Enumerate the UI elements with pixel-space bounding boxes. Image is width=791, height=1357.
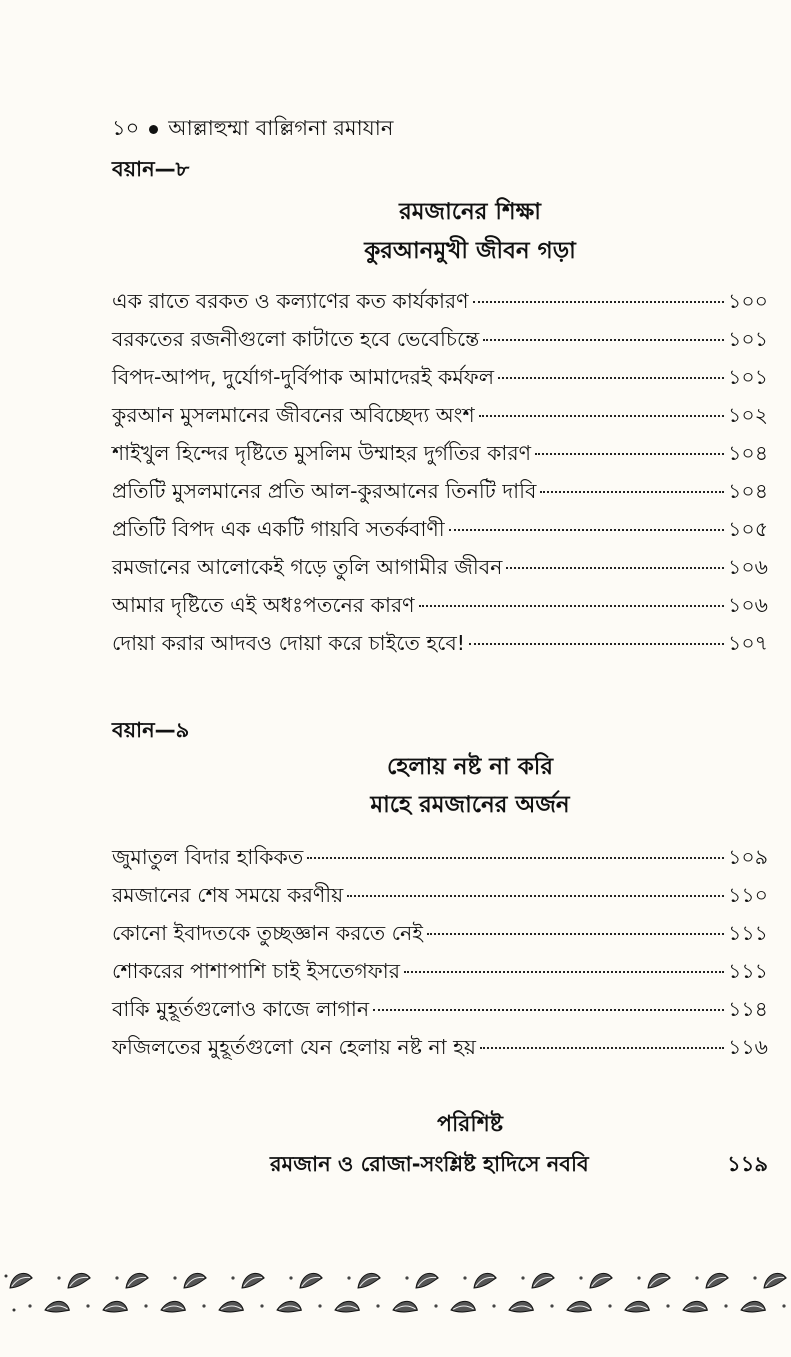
dot-icon <box>202 1304 205 1307</box>
toc-entry-page: ১০২ <box>728 403 768 427</box>
leaf-icon <box>529 1271 555 1288</box>
leaf-icon <box>297 1271 323 1288</box>
dot-icon <box>521 1276 524 1279</box>
toc-entry[interactable] <box>112 362 768 400</box>
dot-icon <box>463 1276 466 1279</box>
leaf-icon <box>509 1299 535 1315</box>
section-9-title: হেলায় নষ্ট না করি <box>386 754 554 780</box>
toc-entry[interactable] <box>112 994 768 1032</box>
leaf-icon <box>239 1271 265 1288</box>
appendix-entry-title: রমজান ও রোজা-সংশ্লিষ্ট হাদিসে নববি <box>270 1152 589 1176</box>
appendix-entry-page: ১১৯ <box>727 1152 768 1176</box>
leader-dots <box>469 642 724 645</box>
leaf-icon <box>45 1299 71 1315</box>
toc-entry-title: প্রতিটি মুসলমানের প্রতি আল-কুরআনের তিনটি দাবি <box>112 479 537 503</box>
leader-dots <box>473 300 724 303</box>
leaf-icon <box>335 1299 361 1315</box>
toc-entry-page: ১১৬ <box>728 1035 768 1059</box>
leaf-icon <box>181 1271 207 1288</box>
leader-dots <box>535 452 724 455</box>
leaf-icon <box>393 1299 419 1315</box>
toc-entry-page: ১০৭ <box>728 631 768 655</box>
header-book-title: আল্লাহুম্মা বাল্লিগনা রমাযান <box>168 116 394 140</box>
section-8-subtitle: কুরআনমুখী জীবন গড়া <box>364 238 576 264</box>
leader-dots <box>427 932 724 935</box>
leader-dots <box>373 1008 724 1011</box>
dot-icon <box>637 1276 640 1279</box>
toc-entry-title: বরকতের রজনীগুলো কাটাতে হবে ভেবেচিন্তে <box>112 327 480 351</box>
running-header <box>112 112 393 147</box>
section-8-toc <box>112 286 768 666</box>
toc-entry-page: ১০১ <box>728 327 768 351</box>
leaf-icon <box>355 1271 381 1288</box>
bullet-icon <box>149 125 158 134</box>
leader-dots <box>480 1046 724 1049</box>
leaf-icon <box>587 1271 613 1288</box>
dot-icon <box>57 1276 60 1279</box>
toc-entry[interactable] <box>112 1032 768 1070</box>
toc-entry-title: রমজানের শেষ সময়ে করণীয় <box>112 883 344 907</box>
toc-entry-page: ১০৬ <box>728 593 768 617</box>
floral-border-ornament <box>0 1266 791 1322</box>
toc-entry-page: ১০১ <box>728 365 768 389</box>
leaf-icon <box>761 1271 787 1288</box>
toc-entry-title: কোনো ইবাদতকে তুচ্ছজ্ঞান করতে নেই <box>112 921 423 945</box>
toc-entry-page: ১০৯ <box>728 845 768 869</box>
section-9-label: বয়ান—৯ <box>112 718 190 742</box>
dot-icon <box>550 1304 553 1307</box>
dot-icon <box>405 1276 408 1279</box>
leaf-icon <box>471 1271 497 1288</box>
leaf-icon <box>7 1271 33 1288</box>
leaf-icon <box>65 1271 91 1288</box>
dot-icon <box>231 1276 234 1279</box>
toc-entry-page: ১০৪ <box>728 479 768 503</box>
leader-dots <box>479 414 724 417</box>
leaf-icon <box>625 1299 651 1315</box>
toc-entry-page: ১১১ <box>728 959 768 983</box>
toc-entry-page: ১১৪ <box>728 997 768 1021</box>
toc-entry[interactable] <box>112 590 768 628</box>
toc-entry[interactable] <box>112 400 768 438</box>
leaf-icon <box>451 1299 477 1315</box>
toc-entry-title: এক রাতে বরকত ও কল্যাণের কত কার্যকারণ <box>112 289 469 313</box>
leaf-icon <box>161 1299 187 1315</box>
toc-entry-title: দোয়া করার আদবও দোয়া করে চাইতে হবে! <box>112 631 466 655</box>
leaf-icon <box>683 1299 709 1315</box>
toc-entry[interactable] <box>112 956 768 994</box>
toc-entry-page: ১০৫ <box>728 517 768 541</box>
dot-icon <box>753 1276 756 1279</box>
dot-icon <box>376 1304 379 1307</box>
leaf-icon <box>645 1271 671 1288</box>
leaf-icon <box>703 1271 729 1288</box>
toc-entry[interactable] <box>112 842 768 880</box>
toc-entry[interactable] <box>112 438 768 476</box>
dot-icon <box>318 1304 321 1307</box>
dot-icon <box>347 1276 350 1279</box>
leader-dots <box>483 338 724 341</box>
toc-entry[interactable] <box>112 476 768 514</box>
toc-entry-title: রমজানের আলোকেই গড়ে তুলি আগামীর জীবন <box>112 555 503 579</box>
section-8-label: বয়ান—৮ <box>112 157 190 181</box>
leaf-icon <box>413 1271 439 1288</box>
leaf-icon <box>277 1299 303 1315</box>
toc-entry-page: ১১০ <box>728 883 768 907</box>
section-8-title: রমজানের শিক্ষা <box>399 199 541 225</box>
dot-icon <box>724 1304 727 1307</box>
toc-entry-title: শোকরের পাশাপাশি চাই ইসতেগফার <box>112 959 400 983</box>
dot-icon <box>115 1276 118 1279</box>
leader-dots <box>540 490 724 493</box>
dot-icon <box>782 1304 785 1307</box>
dot-icon <box>695 1276 698 1279</box>
toc-entry-title: ফজিলতের মুহূর্তগুলো যেন হেলায় নষ্ট না হয় <box>112 1035 476 1059</box>
toc-entry[interactable] <box>112 324 768 362</box>
dot-icon <box>434 1304 437 1307</box>
leader-dots <box>449 528 724 531</box>
appendix-title: পরিশিষ্ট <box>437 1112 503 1137</box>
toc-entry-title: শাইখুল হিন্দের দৃষ্টিতে মুসলিম উম্মাহর দুর্গতির কারণ <box>112 441 532 465</box>
dot-icon <box>608 1304 611 1307</box>
toc-entry-page: ১০৬ <box>728 555 768 579</box>
section-9-subtitle: মাহে রমজানের অর্জন <box>370 792 570 818</box>
leaf-icon <box>741 1299 767 1315</box>
dot-icon <box>492 1304 495 1307</box>
dot-icon <box>28 1304 31 1307</box>
toc-entry-title: জুমাতুল বিদার হাকিকত <box>112 845 304 869</box>
leader-dots <box>419 604 724 607</box>
leader-dots <box>404 970 724 973</box>
leader-dots <box>506 566 724 569</box>
leaf-icon <box>123 1271 149 1288</box>
header-page-number: ১০ <box>112 116 140 140</box>
section-9-toc <box>112 842 768 1070</box>
toc-entry[interactable] <box>112 514 768 552</box>
dot-icon <box>173 1276 176 1279</box>
toc-entry-page: ১০৪ <box>728 441 768 465</box>
leader-dots <box>347 894 724 897</box>
toc-entry[interactable] <box>112 880 768 918</box>
dot-icon <box>289 1276 292 1279</box>
toc-entry-title: কুরআন মুসলমানের জীবনের অবিচ্ছেদ্য অংশ <box>112 403 475 427</box>
dot-icon <box>666 1304 669 1307</box>
dot-icon <box>144 1304 147 1307</box>
leaf-icon <box>567 1299 593 1315</box>
toc-entry-title: আমার দৃষ্টিতে এই অধঃপতনের কারণ <box>112 593 415 617</box>
dot-icon <box>579 1276 582 1279</box>
leader-dots <box>307 856 724 859</box>
toc-entry[interactable] <box>112 552 768 590</box>
leaf-icon <box>103 1299 129 1315</box>
dot-icon <box>260 1304 263 1307</box>
leader-dots <box>498 376 724 379</box>
toc-entry-title: বাকি মুহূর্তগুলোও কাজে লাগান <box>112 997 370 1021</box>
dot-icon <box>86 1304 89 1307</box>
leaf-icon <box>219 1299 245 1315</box>
toc-entry-title: প্রতিটি বিপদ এক একটি গায়বি সতর্কবাণী <box>112 517 445 541</box>
toc-entry-title: বিপদ-আপদ, দুর্যোগ-দুর্বিপাক আমাদেরই কর্মফল <box>112 365 495 389</box>
appendix-entry[interactable] <box>270 1148 768 1183</box>
toc-entry-page: ১১১ <box>728 921 768 945</box>
toc-entry-page: ১০০ <box>728 289 768 313</box>
toc-entry[interactable] <box>112 918 768 956</box>
toc-entry[interactable] <box>112 286 768 324</box>
toc-entry[interactable] <box>112 628 768 666</box>
